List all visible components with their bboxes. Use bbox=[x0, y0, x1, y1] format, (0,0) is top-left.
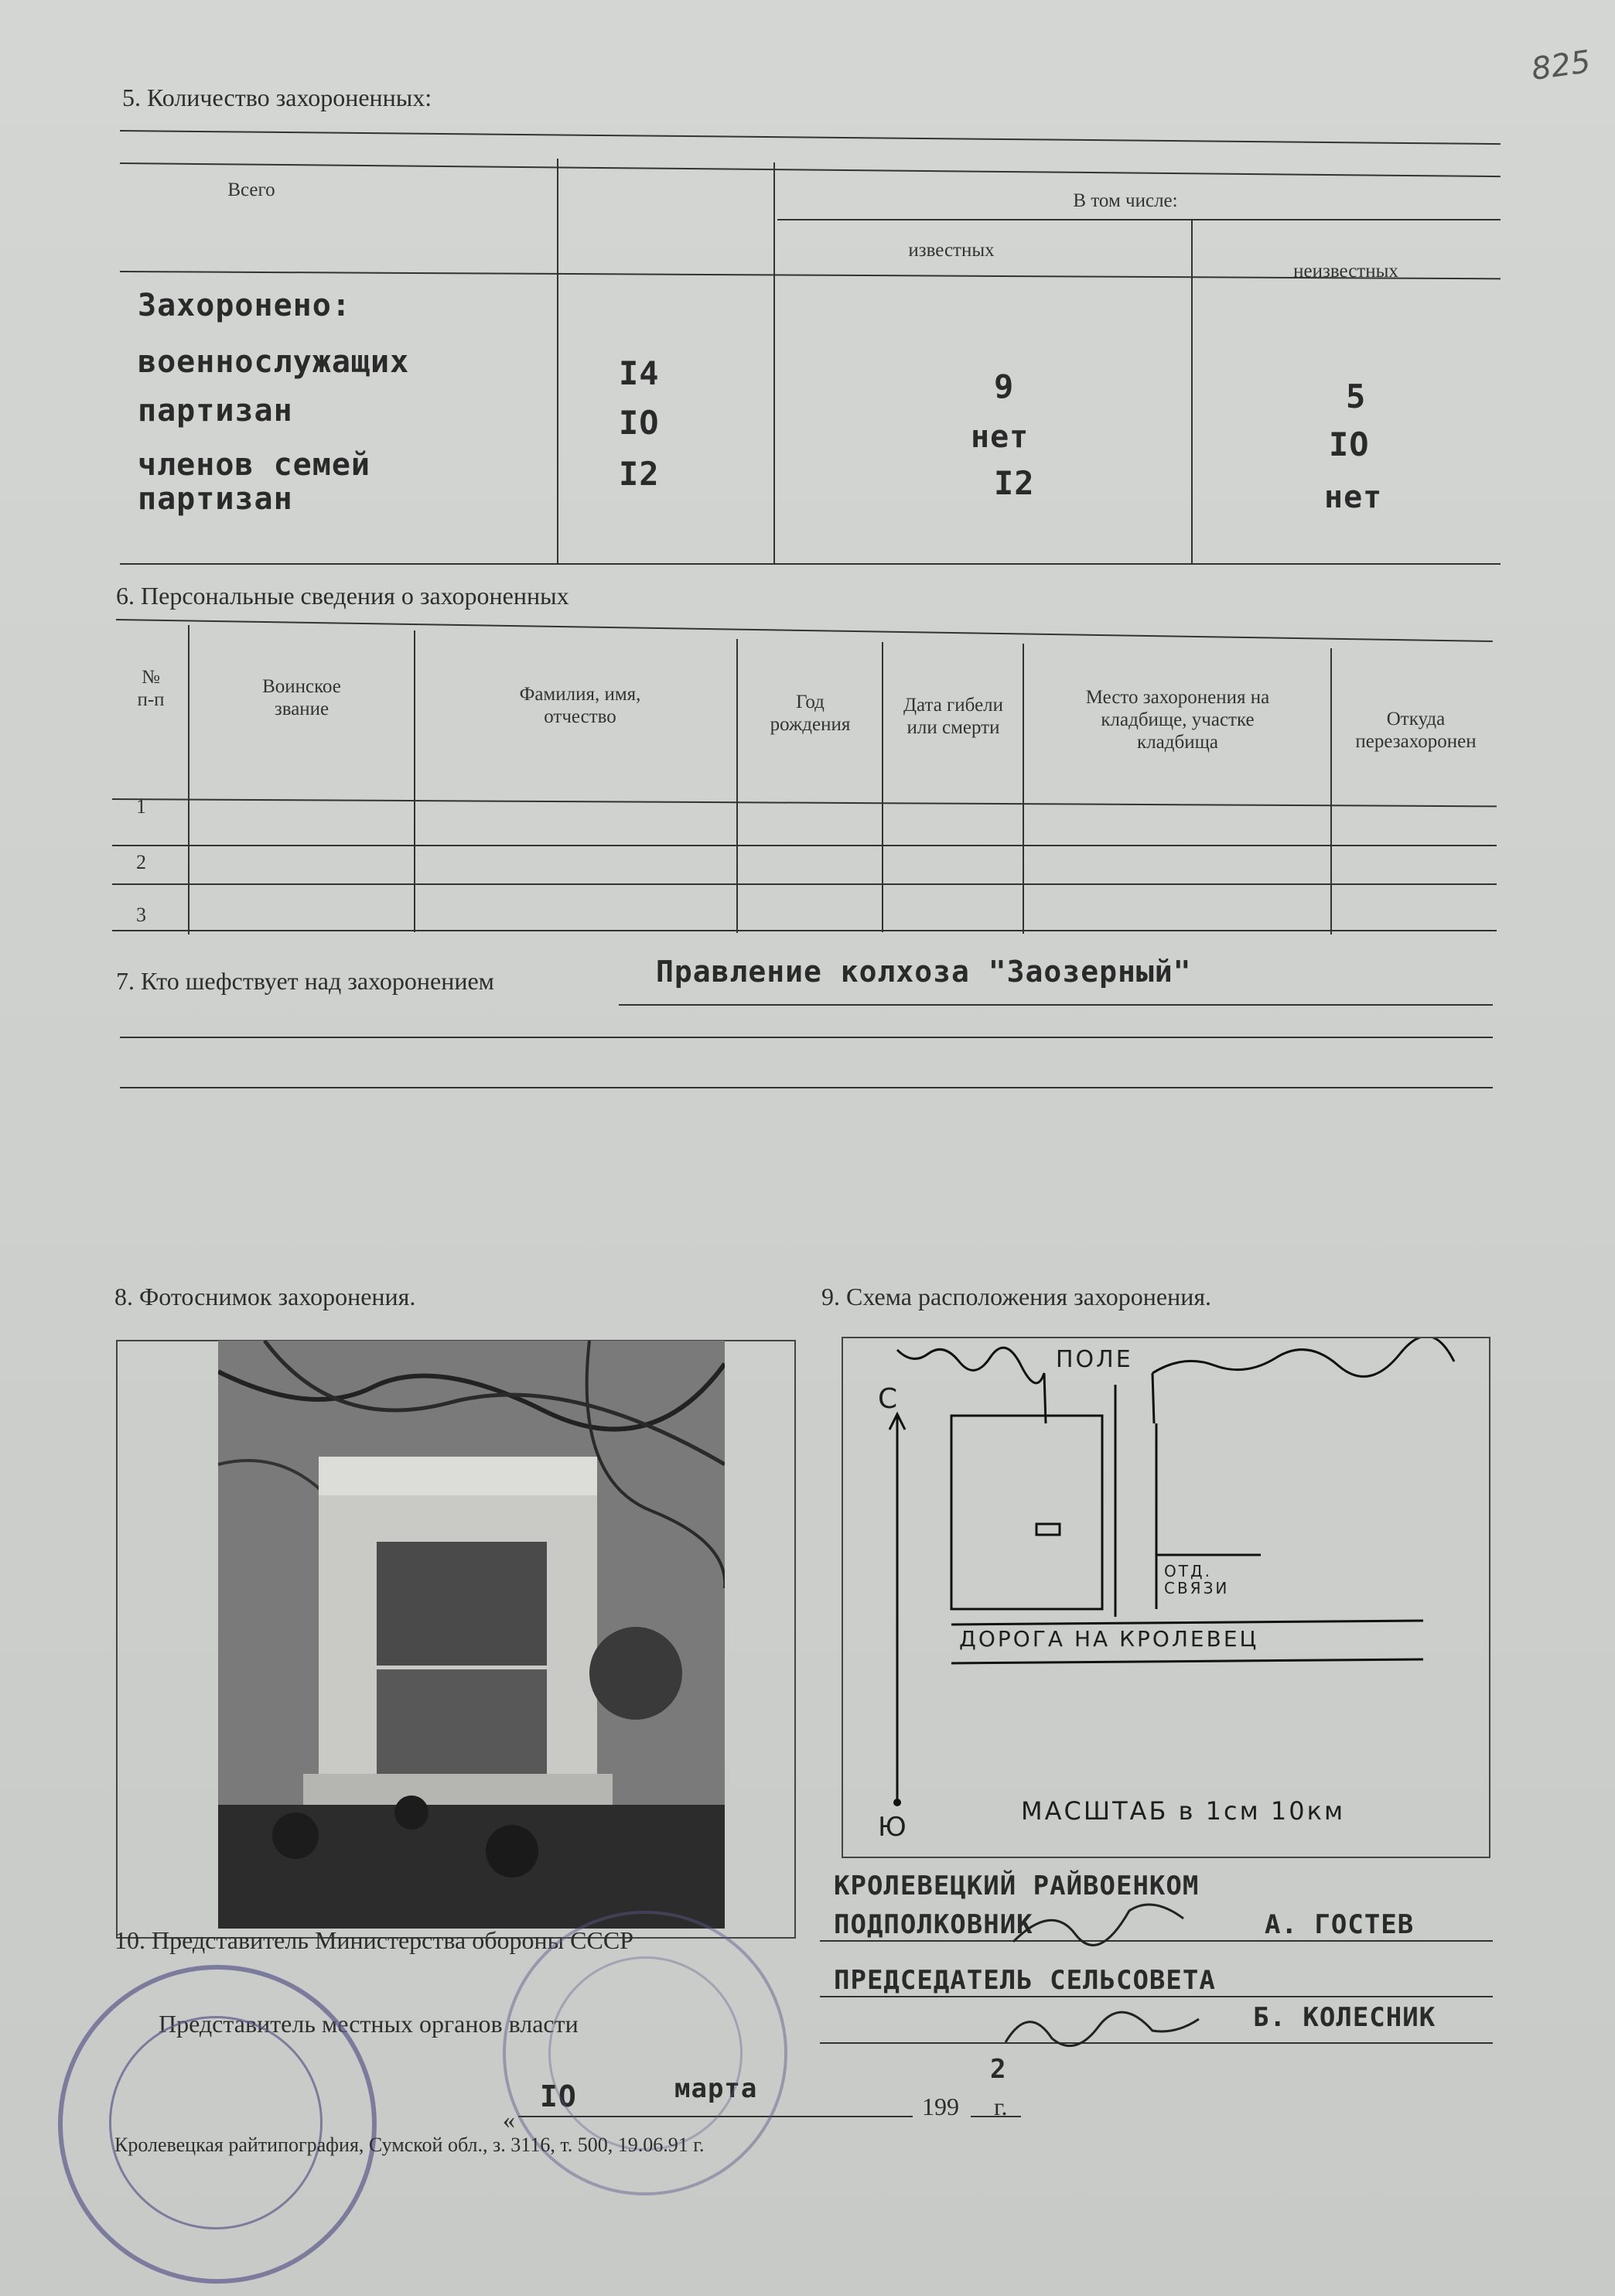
known-partisans: нет bbox=[971, 419, 1029, 455]
date-quote-open: « bbox=[503, 2106, 515, 2134]
s6-header-death: Дата гибели или смерти bbox=[903, 695, 1004, 738]
section5-top-line bbox=[120, 130, 1501, 145]
field-label: ПОЛЕ bbox=[1056, 1346, 1133, 1373]
buried-label: Захоронено: bbox=[138, 288, 351, 323]
date-month: марта bbox=[674, 2073, 758, 2104]
row-partisans-label: партизан bbox=[138, 393, 293, 429]
north-label: С bbox=[878, 1383, 900, 1415]
s6-header-from: Откуда перезахоронен bbox=[1355, 709, 1477, 752]
col-total-header: Всего bbox=[227, 179, 275, 200]
s6-col-3 bbox=[736, 639, 738, 933]
section5-col-divider-1 bbox=[557, 159, 558, 565]
date-year-end: г. bbox=[994, 2093, 1008, 2120]
patron-value: Правление колхоза "Заозерный" bbox=[656, 955, 1192, 989]
local-name: Б. КОЛЕСНИК bbox=[1253, 2002, 1436, 2033]
s6-header-birth: Год рождения bbox=[770, 692, 851, 735]
s6-header-name: Фамилия, имя, отчество bbox=[519, 684, 641, 727]
section7-line-2 bbox=[120, 1037, 1493, 1038]
row-military-label: военнослужащих bbox=[138, 344, 410, 380]
scale-label: МАСШТАБ в 1см 10км bbox=[1021, 1796, 1346, 1826]
s6-header-rank: Воинское звание bbox=[262, 676, 341, 719]
row3-line bbox=[112, 930, 1497, 931]
known-military: 9 bbox=[994, 367, 1015, 405]
col-unknown-header: неизвестных bbox=[1293, 261, 1398, 282]
known-families: I2 bbox=[994, 464, 1035, 502]
section5-header-line bbox=[120, 162, 1501, 177]
local-signature bbox=[998, 1996, 1214, 2065]
local-rep-label: Представитель местных органов власти bbox=[159, 2010, 579, 2038]
section5-title: 5. Количество захороненных: bbox=[122, 84, 432, 111]
section5-col-divider-2 bbox=[773, 162, 775, 565]
row-families-label: членов семей bbox=[138, 447, 370, 483]
round-stamp-left bbox=[58, 1965, 377, 2284]
section6-header-line bbox=[112, 798, 1497, 807]
unknown-military: 5 bbox=[1346, 378, 1367, 415]
south-label: Ю bbox=[878, 1812, 909, 1843]
section6-top-line bbox=[116, 619, 1493, 642]
row2-line bbox=[112, 883, 1497, 885]
ministry-signature bbox=[1006, 1888, 1199, 1957]
section7-label: 7. Кто шефствует над захоронением bbox=[116, 967, 494, 995]
unknown-families: нет bbox=[1324, 480, 1383, 515]
s6-col-5 bbox=[1023, 644, 1024, 934]
row-number-3: 3 bbox=[136, 904, 146, 926]
section6-title: 6. Персональные сведения о захороненных bbox=[116, 582, 569, 610]
s6-col-2 bbox=[414, 630, 415, 932]
row1-line bbox=[112, 845, 1497, 846]
section5-sub-line bbox=[777, 219, 1501, 220]
s6-col-1 bbox=[188, 625, 189, 934]
ministry-rep-label: 10. Представитель Министерства обороны СССР bbox=[114, 1926, 633, 1954]
footer-imprint: Кролевецкая райтипография, Сумской обл., з. 3116, т. 500, 19.06.91 г. bbox=[114, 2134, 705, 2156]
date-day: IO bbox=[540, 2079, 577, 2113]
s6-col-6 bbox=[1330, 648, 1332, 934]
unknown-partisans: IO bbox=[1329, 425, 1370, 463]
col-known-header: известных bbox=[908, 240, 995, 261]
section5-bottom-line bbox=[120, 563, 1501, 565]
memorial-photo bbox=[218, 1341, 725, 1929]
s6-col-4 bbox=[882, 642, 883, 932]
post-office-label: ОТД. СВЯЗИ bbox=[1164, 1562, 1230, 1597]
total-military: I4 bbox=[619, 354, 660, 392]
date-year-prefix: 199 bbox=[922, 2093, 959, 2120]
local-title: ПРЕДСЕДАТЕЛЬ СЕЛЬСОВЕТА bbox=[834, 1965, 1216, 1996]
total-families: I2 bbox=[619, 455, 660, 493]
page-number: 825 bbox=[1529, 43, 1593, 88]
date-year-suffix: 2 bbox=[990, 2054, 1007, 2085]
section5-col-divider-3 bbox=[1191, 220, 1193, 565]
ministry-name: А. ГОСТЕВ bbox=[1265, 1909, 1415, 1940]
section9-title: 9. Схема расположения захоронения. bbox=[821, 1283, 1212, 1310]
col-including-header: В том числе: bbox=[1073, 190, 1178, 211]
section7-line-3 bbox=[120, 1087, 1493, 1088]
total-partisans: IO bbox=[619, 404, 660, 442]
section8-title: 8. Фотоснимок захоронения. bbox=[114, 1283, 416, 1310]
section7-line-1 bbox=[619, 1004, 1493, 1006]
ministry-org: КРОЛЕВЕЦКИЙ РАЙВОЕНКОМ bbox=[834, 1871, 1200, 1901]
row-families-label-2: партизан bbox=[138, 481, 293, 517]
ministry-rank: ПОДПОЛКОВНИК bbox=[834, 1909, 1033, 1940]
s6-header-num: № п-п bbox=[137, 667, 165, 710]
scheme-frame bbox=[842, 1337, 1490, 1858]
road-label: ДОРОГА НА КРОЛЕВЕЦ bbox=[959, 1626, 1259, 1652]
row-number-1: 1 bbox=[136, 795, 146, 818]
s6-header-place: Место захоронения на кладбище, участке кладбища bbox=[1085, 687, 1270, 753]
row-number-2: 2 bbox=[136, 851, 146, 873]
